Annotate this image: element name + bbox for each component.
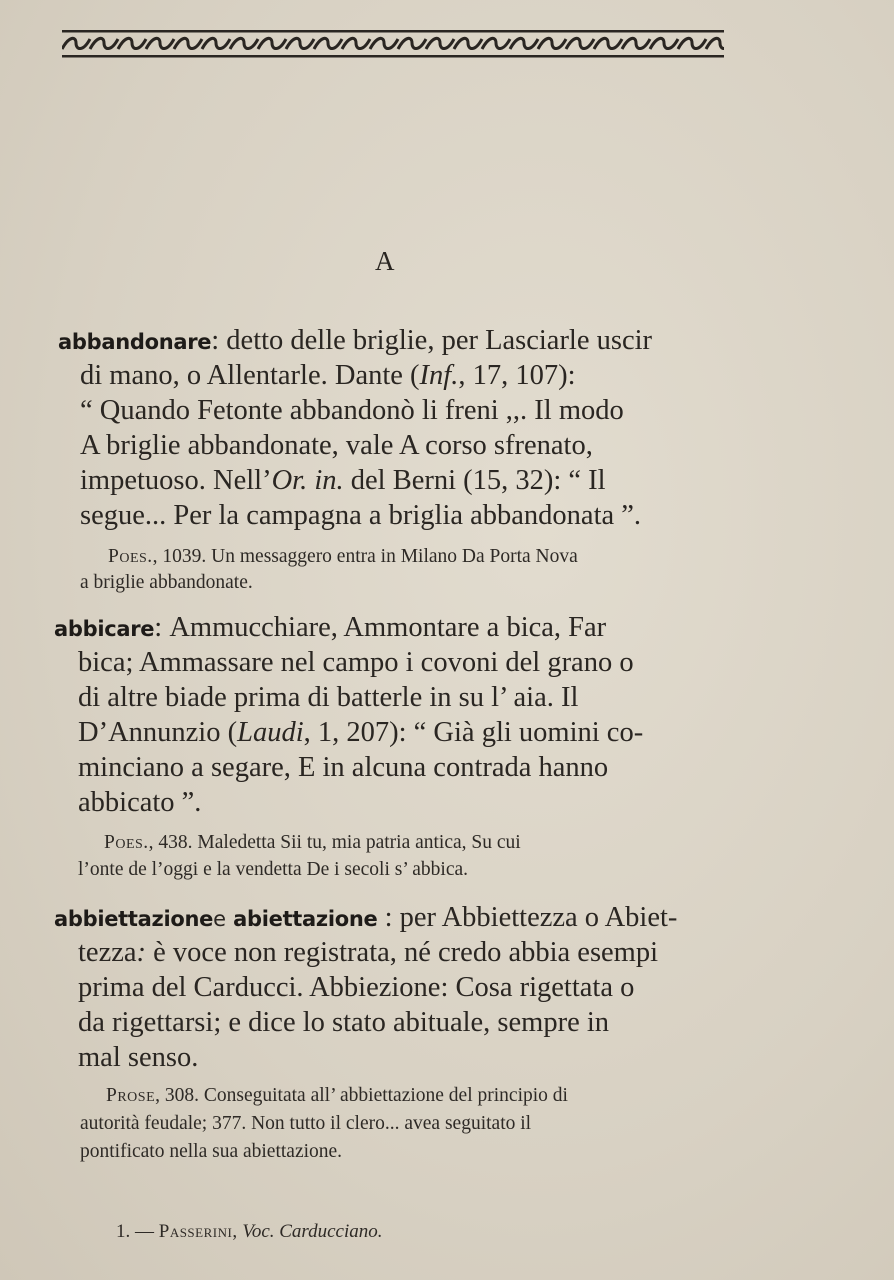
entry-text: segue... Per la campagna a briglia abbandonata ”. xyxy=(80,500,642,531)
citation-source: Poes. xyxy=(104,832,149,853)
ornamental-header-band xyxy=(62,30,724,60)
entry-text: da rigettarsi; e dice lo stato abituale, sempre in xyxy=(78,1007,610,1038)
citation-continued: autorità feudale; 377. Non tutto il clero... avea seguitato il xyxy=(80,1113,532,1134)
entry-text: abbicato ”. xyxy=(78,787,202,818)
work-title: Or. in. xyxy=(271,465,344,496)
entry-text: minciano a segare, E in alcuna contrada hanno xyxy=(78,752,609,783)
entry-text: “ Quando Fetonte abbandonò li freni ,,. Il modo xyxy=(80,395,624,426)
headword: abbandonare xyxy=(58,330,212,354)
headword-variant: abiettazione xyxy=(233,907,378,931)
citation-continued: pontificato nella sua abiettazione. xyxy=(80,1141,343,1162)
entry-text: , 1, 207): “ Già gli uomini co- xyxy=(303,717,644,748)
citation: Poes., 1039. Un messaggero entra in Milano Da Porta Nova xyxy=(108,546,578,567)
entry-text: A briglie abbandonate, vale A corso sfrenato, xyxy=(80,430,593,461)
citation-continued: a briglie abbandonate. xyxy=(80,572,253,593)
headword: abbicare xyxy=(54,617,155,641)
entry-text: prima del Carducci. Abbiezione: Cosa rigettata o xyxy=(78,972,635,1003)
work-title: Laudi xyxy=(237,717,304,748)
entry-text: Ammucchiare, Ammontare a bica, Far xyxy=(169,612,607,643)
work-title: Inf. xyxy=(419,360,459,391)
entry-text: di altre biade prima di batterle in su l’ aia. Il xyxy=(78,682,579,713)
entry-text: è voce non registrata, né credo abbia esempi xyxy=(146,937,659,968)
separator: : xyxy=(384,902,393,933)
book-title: Voc. Carducciano. xyxy=(242,1221,383,1242)
signature-mark: 1. — xyxy=(116,1221,154,1242)
citation: Prose, 308. Conseguitata all’ abbiettazione del principio di xyxy=(106,1085,568,1106)
entry-text: del Berni (15, 32): “ Il xyxy=(343,465,606,496)
entry-text: tezza xyxy=(78,937,137,968)
signature-footer xyxy=(116,1221,383,1243)
separator: : xyxy=(211,325,220,356)
citation-source: Prose xyxy=(106,1085,156,1106)
citation: Poes., 438. Maledetta Sii tu, mia patria antica, Su cui xyxy=(104,832,521,853)
entry-text: detto delle briglie, per Lasciarle uscir xyxy=(226,325,653,356)
conjunction: e xyxy=(213,907,226,931)
entry-text: impetuoso. Nell’ xyxy=(80,465,272,496)
entry-text: , 17, 107): xyxy=(458,360,576,391)
entry-text: per Abbiettezza o Abiet- xyxy=(399,902,678,933)
separator: : xyxy=(154,612,163,643)
entry-text: di mano, o Allentarle. Dante ( xyxy=(80,360,420,391)
entry-text: mal senso. xyxy=(78,1042,199,1073)
citation-continued: l’onte de l’oggi e la vendetta De i secoli s’ abbica. xyxy=(78,859,469,880)
citation-source: Poes. xyxy=(108,546,153,567)
entry-text: bica; Ammassare nel campo i covoni del grano o xyxy=(78,647,634,678)
author-name: Passerini, xyxy=(158,1221,238,1242)
entry-text: D’Annunzio ( xyxy=(78,717,238,748)
headword: abbiettazione xyxy=(54,907,214,931)
section-letter: A xyxy=(375,246,395,276)
